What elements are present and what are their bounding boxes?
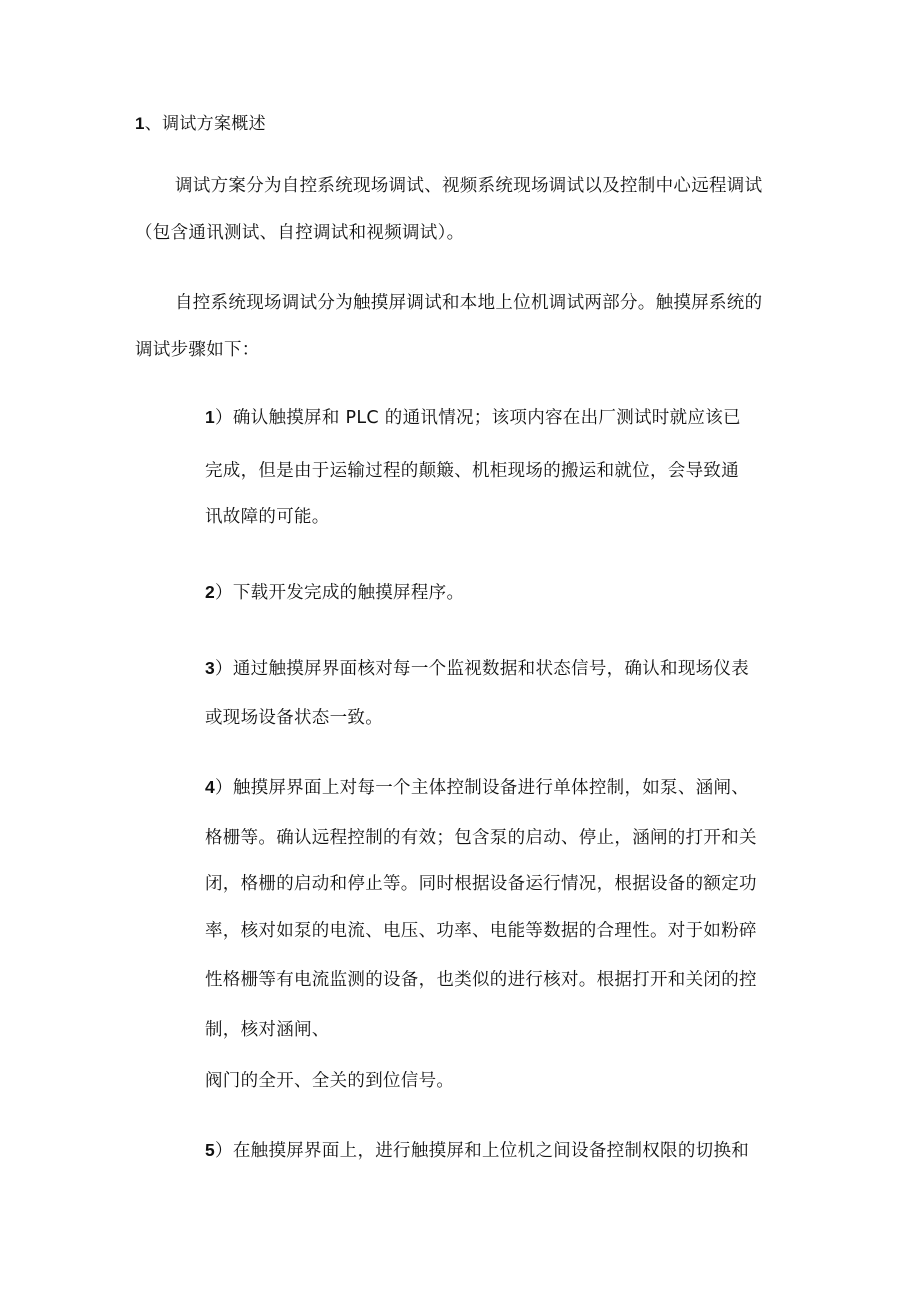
- step-number: 4: [205, 777, 216, 797]
- step-line: 讯故障的可能。: [205, 507, 330, 527]
- step-first-line: [205, 775, 749, 800]
- step-first-line: [205, 1138, 749, 1163]
- step-line: 制，核对涵闸、: [205, 1020, 330, 1040]
- paragraph-line: 调试步骤如下：: [135, 340, 260, 360]
- step-number: 5: [205, 1140, 216, 1160]
- paragraph-line: 自控系统现场调试分为触摸屏调试和本地上位机调试两部分。触摸屏系统的: [175, 293, 763, 313]
- step-line: 性格栅等有电流监测的设备，也类似的进行核对。根据打开和关闭的控: [205, 970, 757, 990]
- paragraph-line: （包含通讯测试、自控调试和视频调试）。: [135, 223, 465, 243]
- step-first-line: [205, 405, 741, 430]
- step-line: 率，核对如泵的电流、电压、功率、电能等数据的合理性。对于如粉碎: [205, 921, 757, 941]
- step-line: 格栅等。确认远程控制的有效；包含泵的启动、停止，涵闸的打开和关: [205, 828, 757, 848]
- step-text: ）下载开发完成的触摸屏程序。: [215, 583, 465, 603]
- section-heading: [135, 112, 266, 136]
- step-line: 闭，格栅的启动和停止等。同时根据设备运行情况，根据设备的额定功: [205, 874, 757, 894]
- step-number: 2: [205, 582, 216, 602]
- step-text: ）通过触摸屏界面核对每一个监视数据和状态信号，确认和现场仪表: [215, 659, 750, 679]
- paragraph-line: 调试方案分为自控系统现场调试、视频系统现场调试以及控制中心远程调试: [175, 176, 763, 196]
- section-title: 、调试方案概述: [144, 114, 266, 134]
- step-line: 完成，但是由于运输过程的颠簸、机柜现场的搬运和就位，会导致通: [205, 461, 739, 481]
- section-number: 1: [135, 114, 145, 133]
- step-line: 或现场设备状态一致。: [205, 708, 383, 728]
- step-first-line: [205, 656, 749, 681]
- step-line: 阀门的全开、全关的到位信号。: [205, 1071, 455, 1091]
- step-text: ）在触摸屏界面上，进行触摸屏和上位机之间设备控制权限的切换和: [215, 1141, 750, 1161]
- step-number: 3: [205, 658, 216, 678]
- step-first-line: [205, 580, 464, 605]
- step-text: ）确认触摸屏和 PLC 的通讯情况；该项内容在出厂测试时就应该已: [215, 408, 741, 428]
- step-text: ）触摸屏界面上对每一个主体控制设备进行单体控制，如泵、涵闸、: [215, 778, 750, 798]
- step-number: 1: [205, 407, 216, 427]
